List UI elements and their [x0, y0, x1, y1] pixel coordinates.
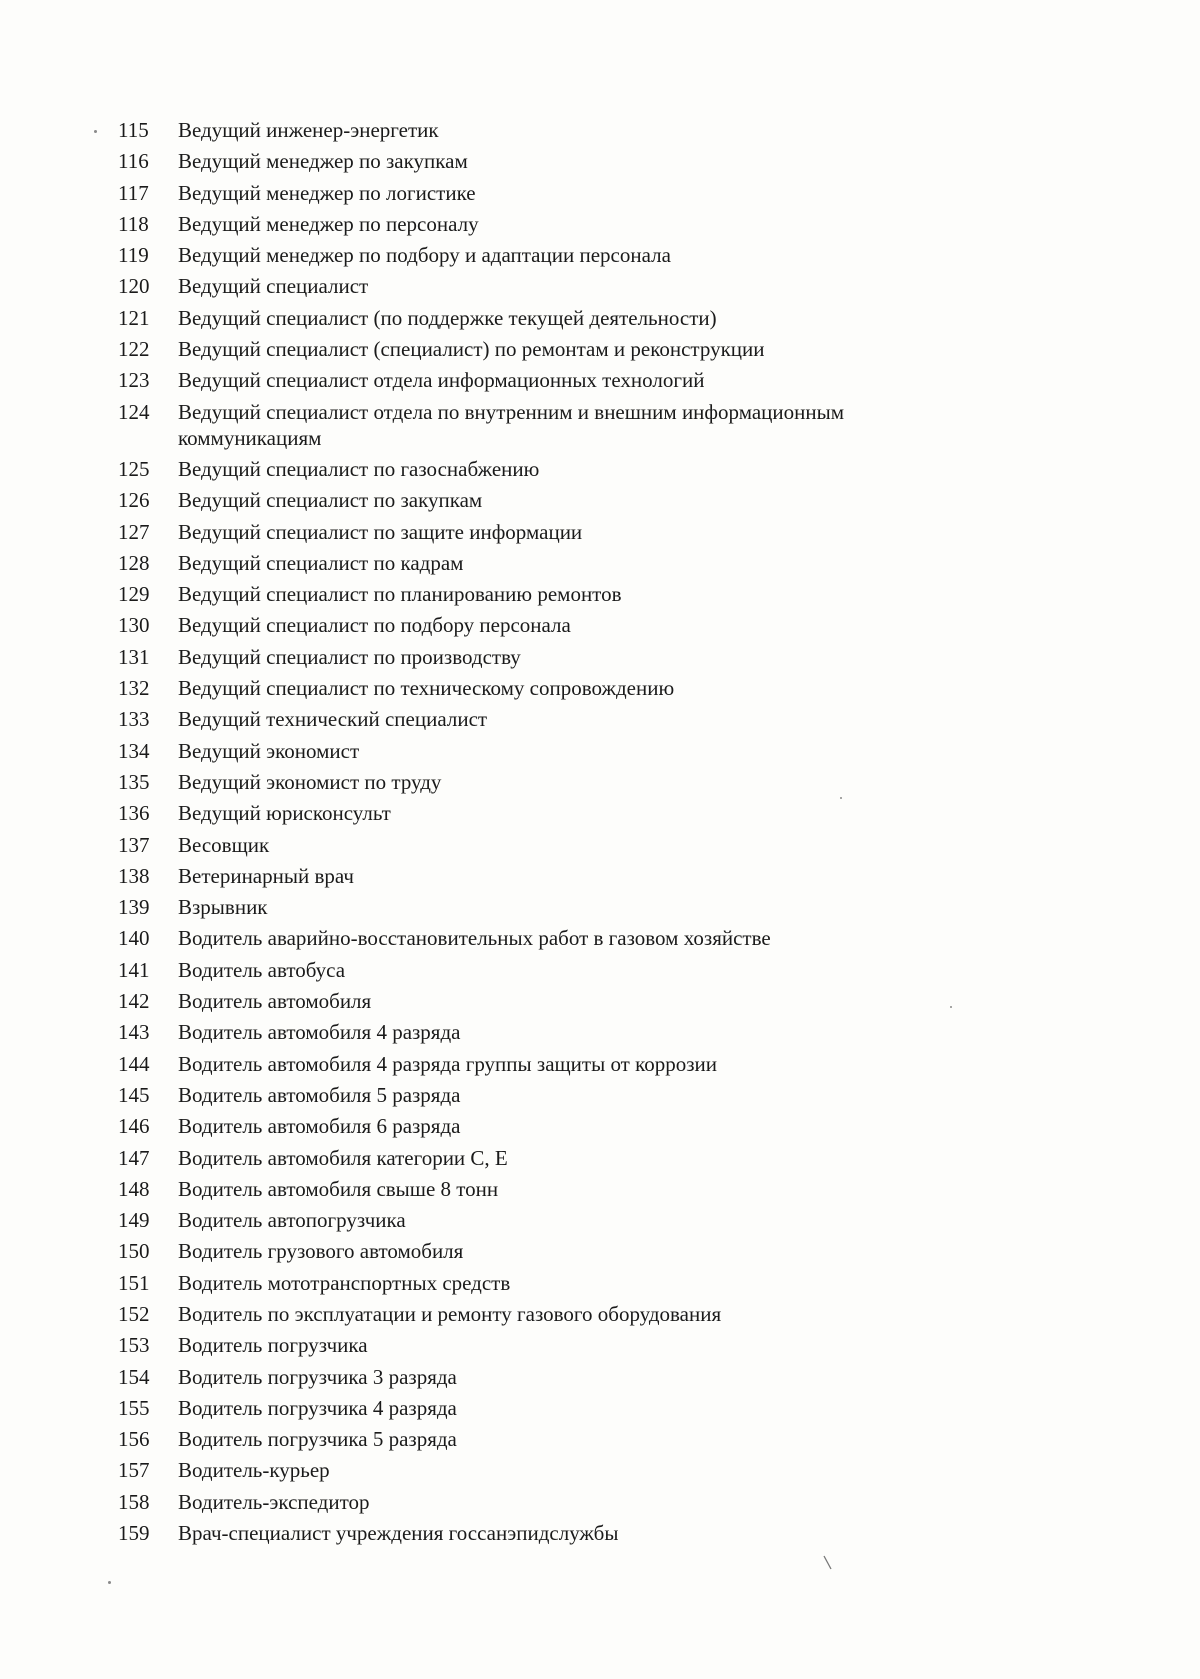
item-number: 132	[118, 676, 150, 701]
list-item	[118, 800, 1078, 826]
list-item	[118, 1176, 1078, 1202]
item-text: Ведущий специалист отдела информационных технологий	[178, 368, 705, 393]
list-item	[118, 706, 1078, 732]
list-item	[118, 242, 1078, 268]
list-item	[118, 1207, 1078, 1233]
item-number: 138	[118, 863, 150, 888]
list-item	[118, 1489, 1078, 1515]
item-text: Ведущий менеджер по подбору и адаптации персонала	[178, 243, 671, 268]
item-text: Ведущий специалист по техническому сопровождению	[178, 676, 675, 701]
item-number: 141	[118, 957, 150, 982]
item-number: 118	[118, 211, 149, 236]
list-item	[118, 675, 1078, 701]
item-text: Ведущий специалист по кадрам	[178, 550, 464, 575]
item-number: 152	[118, 1301, 150, 1326]
item-number: 148	[118, 1176, 150, 1201]
item-number: 120	[118, 274, 150, 299]
item-number: 149	[118, 1208, 150, 1233]
item-number: 130	[118, 613, 150, 638]
item-number: 151	[118, 1270, 150, 1295]
item-text: Водитель мототранспортных средств	[178, 1270, 511, 1295]
list-item	[118, 863, 1078, 889]
list-item	[118, 456, 1078, 482]
list-item	[118, 738, 1078, 764]
scan-mark	[822, 1554, 834, 1572]
item-text: Взрывник	[178, 895, 268, 920]
list-item	[118, 273, 1078, 299]
item-text: Водитель автобуса	[178, 957, 346, 982]
item-number: 119	[118, 243, 149, 268]
list-item	[118, 832, 1078, 858]
item-text: Водитель аварийно-восстановительных работ в газовом хозяйстве	[178, 926, 771, 951]
item-number: 146	[118, 1114, 150, 1139]
item-number: 142	[118, 989, 150, 1014]
scan-speck	[94, 130, 97, 133]
item-text: Водитель автомобиля 4 разряда	[178, 1020, 461, 1045]
item-text: Ведущий менеджер по логистике	[178, 180, 476, 205]
list-item	[118, 399, 1078, 451]
item-text: Весовщик	[178, 832, 270, 857]
item-text: Врач-специалист учреждения госсанэпидслужбы	[178, 1521, 619, 1546]
item-number: 139	[118, 895, 150, 920]
item-text: Водитель по эксплуатации и ремонту газового оборудования	[178, 1301, 722, 1326]
item-text: Ведущий специалист по планированию ремонтов	[178, 582, 622, 607]
scan-speck	[840, 797, 842, 799]
item-text: Водитель автомобиля 5 разряда	[178, 1082, 461, 1107]
list-item	[118, 769, 1078, 795]
list-item	[118, 988, 1078, 1014]
item-number: 158	[118, 1489, 150, 1514]
list-item	[118, 1082, 1078, 1108]
item-number: 144	[118, 1051, 150, 1076]
list-item	[118, 612, 1078, 638]
item-number: 143	[118, 1020, 150, 1045]
list-item	[118, 1332, 1078, 1358]
item-number: 156	[118, 1427, 150, 1452]
scan-speck	[950, 1006, 952, 1008]
item-number: 159	[118, 1521, 150, 1546]
item-text: Водитель погрузчика	[178, 1333, 368, 1358]
item-text: Ведущий технический специалист	[178, 707, 488, 732]
list-item	[118, 1364, 1078, 1390]
list-item	[118, 1113, 1078, 1139]
list-item	[118, 894, 1078, 920]
item-text: Водитель автомобиля свыше 8 тонн	[178, 1176, 499, 1201]
item-text: Ведущий специалист по производству	[178, 644, 521, 669]
list-item	[118, 519, 1078, 545]
item-text: Водитель погрузчика 3 разряда	[178, 1364, 457, 1389]
item-number: 124	[118, 399, 150, 424]
item-text: Водитель автомобиля 4 разряда группы защиты от коррозии	[178, 1051, 718, 1076]
list-item	[118, 1301, 1078, 1327]
item-number: 116	[118, 149, 149, 174]
list-item	[118, 336, 1078, 362]
list-item	[118, 957, 1078, 983]
item-number: 126	[118, 488, 150, 513]
list-item	[118, 550, 1078, 576]
item-text: Водитель грузового автомобиля	[178, 1239, 464, 1264]
item-number: 131	[118, 644, 150, 669]
list-item	[118, 211, 1078, 237]
item-number: 115	[118, 118, 149, 142]
item-number: 137	[118, 832, 150, 857]
item-text: Водитель-курьер	[178, 1458, 330, 1483]
list-item	[118, 581, 1078, 607]
list-item	[118, 1520, 1078, 1546]
item-text: Ведущий экономист по труду	[178, 769, 442, 794]
item-text: Водитель-экспедитор	[178, 1489, 370, 1514]
list-item	[118, 644, 1078, 670]
item-number: 125	[118, 456, 150, 481]
list-item	[118, 180, 1078, 206]
item-text: Ведущий специалист по газоснабжению	[178, 456, 540, 481]
list-item	[118, 1238, 1078, 1264]
item-text: Ведущий инженер-энергетик	[178, 118, 439, 142]
item-text: Ведущий специалист (по поддержке текущей деятельности)	[178, 305, 717, 330]
item-text: Водитель погрузчика 5 разряда	[178, 1427, 457, 1452]
item-number: 128	[118, 550, 150, 575]
item-text: Ведущий специалист	[178, 274, 369, 299]
list-item	[118, 1019, 1078, 1045]
item-text: Водитель погрузчика 4 разряда	[178, 1395, 457, 1420]
list-item	[118, 487, 1078, 513]
profession-list	[118, 117, 1078, 1551]
item-number: 155	[118, 1395, 150, 1420]
list-item	[118, 305, 1078, 331]
item-text: Водитель автопогрузчика	[178, 1208, 406, 1233]
list-item	[118, 925, 1078, 951]
list-item	[118, 117, 1078, 143]
item-text: Ведущий специалист по закупкам	[178, 488, 483, 513]
item-text: Ведущий специалист отдела по внутренним и внешним информационным коммуникациям	[178, 399, 845, 450]
item-number: 153	[118, 1333, 150, 1358]
item-number: 121	[118, 305, 150, 330]
list-item	[118, 1395, 1078, 1421]
item-number: 117	[118, 180, 149, 205]
item-text: Ведущий специалист по подбору персонала	[178, 613, 571, 638]
item-number: 122	[118, 337, 150, 362]
item-text: Водитель автомобиля 6 разряда	[178, 1114, 461, 1139]
item-number: 134	[118, 738, 150, 763]
item-number: 145	[118, 1082, 150, 1107]
list-item	[118, 1270, 1078, 1296]
item-text: Ведущий юрисконсульт	[178, 801, 391, 826]
item-text: Ведущий специалист (специалист) по ремонтам и реконструкции	[178, 337, 765, 362]
item-text: Водитель автомобиля категории С, Е	[178, 1145, 508, 1170]
item-text: Ведущий менеджер по закупкам	[178, 149, 468, 174]
item-number: 127	[118, 519, 150, 544]
item-number: 133	[118, 707, 150, 732]
item-number: 140	[118, 926, 150, 951]
item-number: 135	[118, 769, 150, 794]
scan-speck	[108, 1581, 111, 1584]
item-number: 154	[118, 1364, 150, 1389]
item-text: Ведущий экономист	[178, 738, 360, 763]
list-item	[118, 1145, 1078, 1171]
list-item	[118, 148, 1078, 174]
item-text: Ветеринарный врач	[178, 863, 354, 888]
item-number: 136	[118, 801, 150, 826]
item-number: 147	[118, 1145, 150, 1170]
item-number: 123	[118, 368, 150, 393]
item-number: 150	[118, 1239, 150, 1264]
item-text: Ведущий специалист по защите информации	[178, 519, 583, 544]
list-item	[118, 1426, 1078, 1452]
item-text: Водитель автомобиля	[178, 989, 372, 1014]
item-text: Ведущий менеджер по персоналу	[178, 211, 479, 236]
item-number: 129	[118, 582, 150, 607]
list-item	[118, 1457, 1078, 1483]
item-number: 157	[118, 1458, 150, 1483]
list-item	[118, 1051, 1078, 1077]
list-item	[118, 367, 1078, 393]
